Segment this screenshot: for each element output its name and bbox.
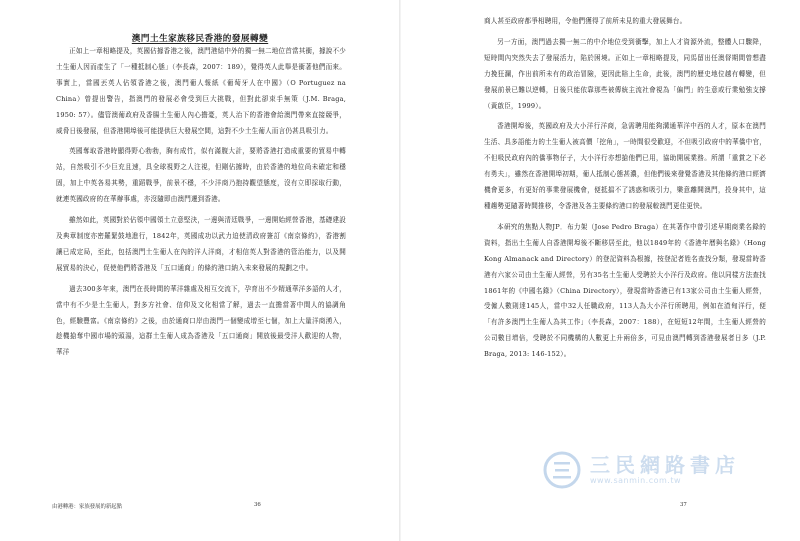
page-number-left: 36 (254, 502, 261, 508)
right-body-text (484, 14, 766, 368)
watermark-url: www.sanmin.com.tw (590, 476, 682, 485)
watermark-brand: 三民網路書店 (590, 453, 740, 477)
paragraph: 商人甚至政府都爭相聘用，令他們獲得了前所未見的重大發展舞台。 (484, 17, 687, 25)
left-body-text (56, 44, 346, 366)
paragraph: 正如上一章相略提及，英國佔據香港之後，澳門港結中外的獨一無二地位首當其衝，據說不少土生葡人因而產生了「一種抵制心態」（李長森，2007：189），覺得英人此舉是衝著他們而來。事實上，當國丟英人佔領香港之後，澳門葡人報紙《葡萄牙人在中國》（O Portuguez na China）曾提出警告，指澳門的發展必會受到巨大挑戰，但對此卻束手無策（J.M. Braga, 1950: 57）。儘管澳葡政府及香腸土生葡人內心擔憂，英人治下的香港會給澳門帶來直接競爭，威脅日後發展，但香港開埠後可能提供巨大發展空間，這對不少土生葡人而言仍甚具吸引力。 (56, 47, 346, 135)
publisher-watermark (532, 449, 752, 491)
paragraph: 本研究的焦點人物JP．布力架（Jose Pedro Braga）在其著作中曾引述早期商業名錄的資料，指出土生葡人自香港開埠後不斷移居至此，他以1849年的《香港年曆與名錄》（Hong Kong Almanack and Directory）的登記資料為根據，按登記者姓名查找分類，發現當時香港有六家公司由土生葡人經營，另有35名土生葡人受聘於大小洋行及政府。他以同樣方法查找1861年的《中國名錄》（China Directory），發現當時香港已有13家公司由土生葡人經營，受僱人數則達145人，當中32人任職政府，113人為大小洋行所聘用，例如在渣甸洋行，便「有許多澳門土生葡人為其工作」（李長森，2007：188），在短短12年間，土生葡人經營的公司數目增倍，受聘於不同機構的人數更上升兩倍多，可見由澳門轉到香港發展者日多（J.P. Braga, 2013: 146-152）。 (484, 222, 766, 359)
running-head: 由港轉港：家族發展的新起點 (52, 504, 123, 510)
paragraph: 英國奪取香港時顯得野心勃勃，胸有成竹，似有滿腹大計，要將香港打造成重要的貿易中轉站，自然吸引不少巨充且速，具全球視野之人注視，但剛佔據時，由於香港的地位尚未確定和穩固，加上中英各易其勢，重蹈戰爭，前景不穩，不少洋商乃抱持觀望態度，沒有立即採取行動，就連英國政府的在華辦事處，亦沒隨即由澳門遷到香港。 (56, 147, 346, 204)
page-number-right: 37 (680, 502, 687, 508)
paragraph: 雖然如此，英國對於佔領中國領土立意堅決，一邊與清廷戰爭，一邊開始經營香港，基礎建設及典章制度亦密羅緊鼓地進行，1842年，英國成功以武力迫使清政府簽訂《南京條約》，香港割讓已成定局，至此，包括澳門土生葡人在內的洋人洋商，才相信英人對香港的管治能力，以及開展貿易的決心，促使他們將香港及「五口通商」的條約港口納入未來發展的規劃之中。 (56, 216, 346, 272)
paragraph: 香港開埠後，英國政府及大小洋行洋商，急需聘用能夠溝通華洋中西的人才，原本在澳門生活、具多語能力的土生葡人被高價「挖角」，一時間很受歡迎，不但吸引政府中的華僑中官，不但吸民政府內的僑事物仔子，大小洋行亦想搶他們已用，協助開展業務。所謂「重賞之下必有勇夫」，雖然在香港開埠初期，葡人抵制心態甚濃，但他們後來發覺香港及其他條約港口經濟機會更多，有更好的事業發展機會，便抵擋不了誘惑和吸引力，樂意離開澳門，投身其中，這種趨勢更隨著時間推移，令香港及各主要條約港口的發展較澳門更佳更快。 (484, 122, 766, 210)
paragraph: 另一方面，澳門過去獨一無二的中介地位受到衝擊，加上人才資源外流，整體人口驟降，短時間內突然失去了發展活力，陷於困境。正如上一章相略提及，同馬留出任澳督期間曾想盡力挽狂瀾，作出前所未有的政治冒險，更因此賠上生命，此後，澳門的歷史地位越有轉變，但發展前景已難以逆轉，日後只能依靠那些被傳統主流社會視為「偏門」的生意或行業勉強支撐（黃啟臣，1999）。 (484, 37, 766, 110)
sanmin-logo-icon (542, 450, 582, 490)
chapter-title: 澳門土生家族移民香港的發展轉變 (131, 34, 269, 44)
paragraph: 過去300多年來，澳門在長時間的華洋雜處及相互交流下，孕育出不少精通華洋多語的人才，當中有不少是土生葡人，對多方社會、信仰及文化相當了解，過去一直擔當著中間人的協調角色，經驗豐富。《南京條約》之後，由於通商口岸由澳門一個變成增至七個，加上大量洋商湧入，趁機搶奪中國市場的頭湯，這群土生葡人成為香港及「五口通商」開放後最受洋人歡迎的人物，華洋 (56, 284, 346, 357)
